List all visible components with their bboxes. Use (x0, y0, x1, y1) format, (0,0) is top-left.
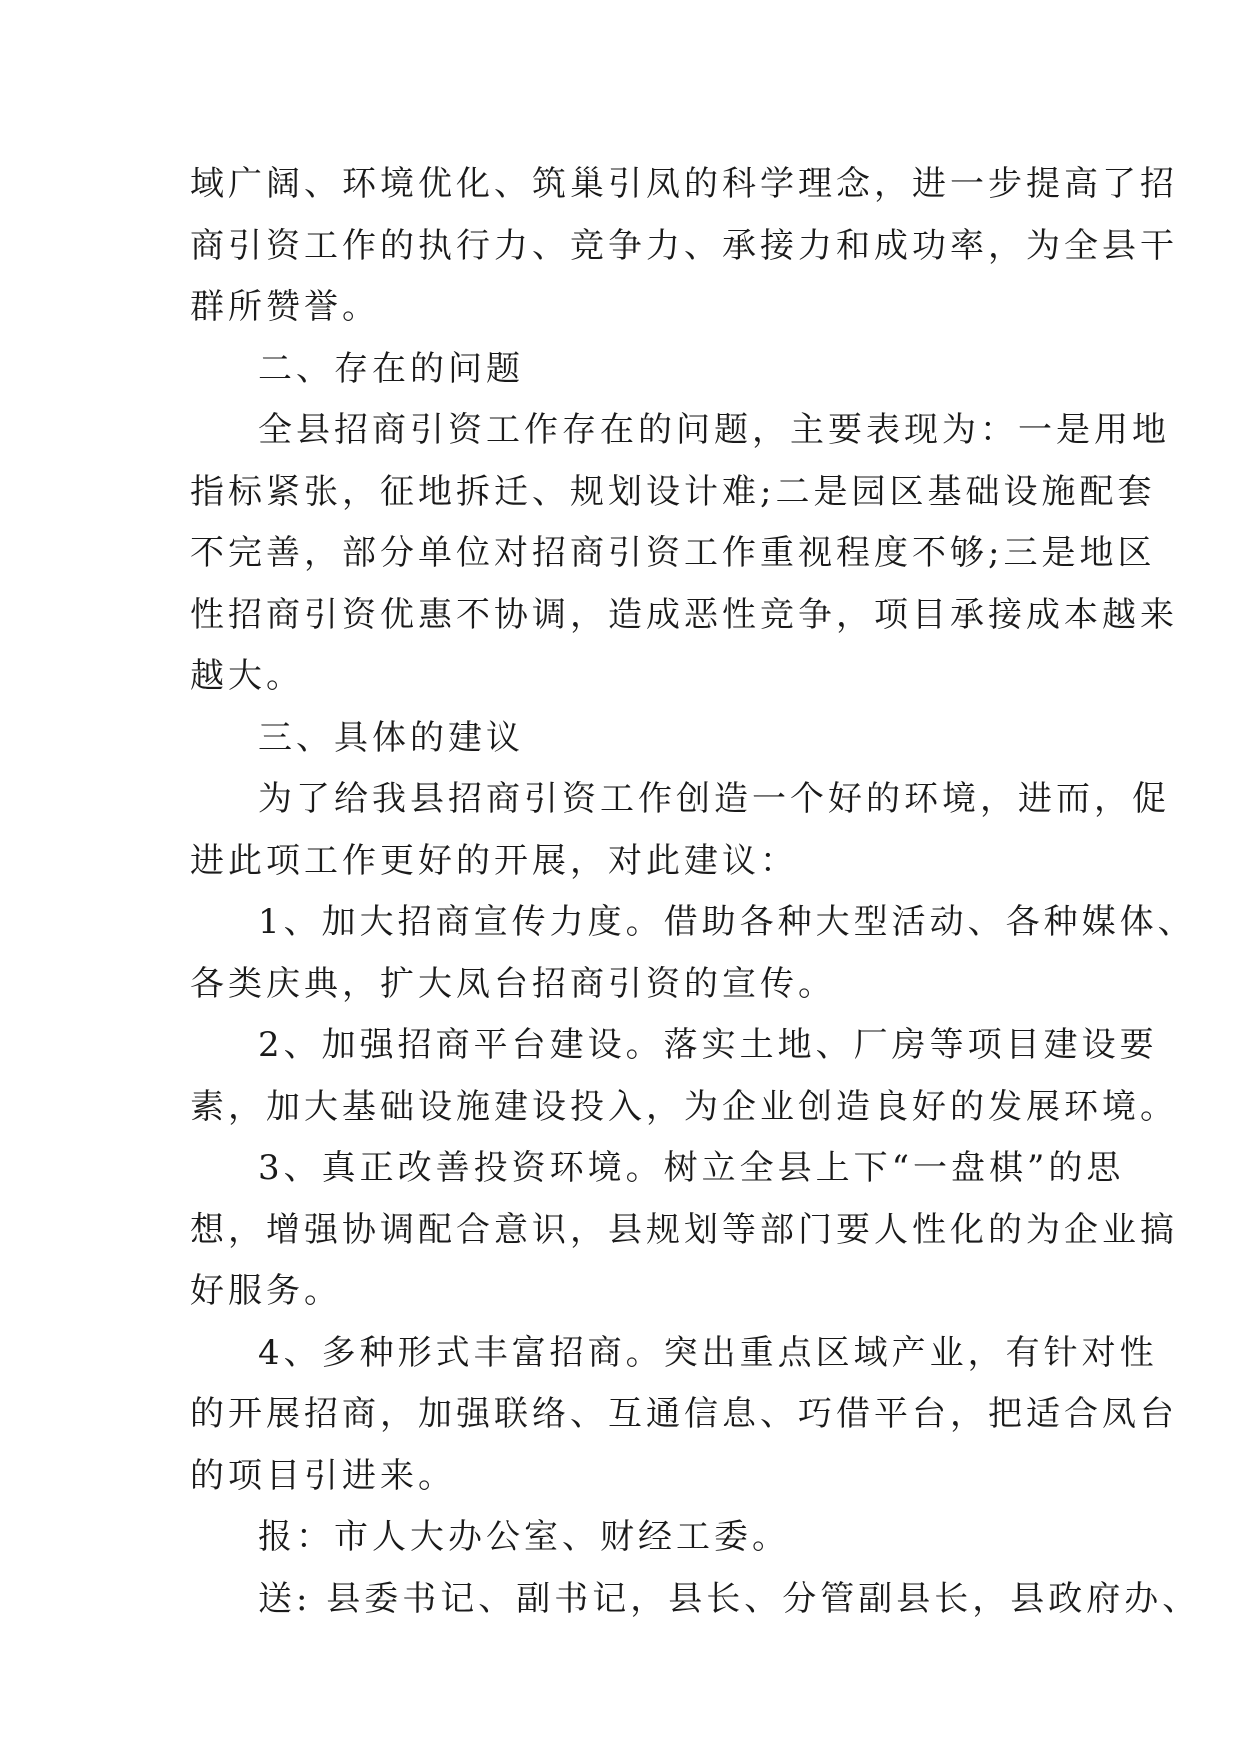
text-line: 送: 县委书记、副书记，县长、分管副县长，县政府办、 (258, 1578, 1201, 1619)
text-line: 指标紧张，征地拆迁、规划设计难;二是园区基础设施配套 (190, 471, 1156, 512)
text-line: 域广阔、环境优化、筑巢引凤的科学理念，进一步提高了招 (190, 164, 1178, 204)
text-line: 3、真正改善投资环境。树立全县上下“一盘棋”的思 (258, 1148, 1125, 1188)
text-line: 三、具体的建议 (258, 717, 524, 758)
text-line: 好服务。 (190, 1271, 342, 1311)
text-line: 各类庆典，扩大凤台招商引资的宣传。 (190, 963, 836, 1004)
text-line: 素，加大基础设施建设投入，为企业创造良好的发展环境。 (190, 1086, 1178, 1127)
text-line: 的开展招商，加强联络、互通信息、巧借平台，把适合凤台 (190, 1394, 1178, 1434)
text-line: 想，增强协调配合意识，县规划等部门要人性化的为企业搞 (190, 1209, 1178, 1250)
text-line: 报：市人大办公室、财经工委。 (258, 1517, 790, 1557)
text-line: 群所赞誉。 (190, 287, 380, 327)
text-line: 4、多种形式丰富招商。突出重点区域产业，有针对性 (258, 1332, 1158, 1373)
text-line: 二、存在的问题 (258, 348, 524, 389)
text-line: 不完善，部分单位对招商引资工作重视程度不够;三是地区 (190, 533, 1156, 573)
document-body (190, 154, 1201, 1630)
text-line: 全县招商引资工作存在的问题，主要表现为：一是用地 (258, 410, 1170, 450)
text-line: 1、加大招商宣传力度。借助各种大型活动、各种媒体、 (258, 902, 1196, 942)
text-line: 越大。 (190, 656, 304, 696)
text-line: 2、加强招商平台建设。落实土地、厂房等项目建设要 (258, 1025, 1158, 1065)
text-line: 性招商引资优惠不协调，造成恶性竞争，项目承接成本越来 (190, 594, 1178, 635)
text-line: 的项目引进来。 (190, 1455, 456, 1496)
text-line: 为了给我县招商引资工作创造一个好的环境，进而，促 (258, 779, 1170, 819)
text-line: 进此项工作更好的开展，对此建议： (190, 840, 798, 881)
text-line: 商引资工作的执行力、竞争力、承接力和成功率，为全县干 (190, 225, 1178, 266)
